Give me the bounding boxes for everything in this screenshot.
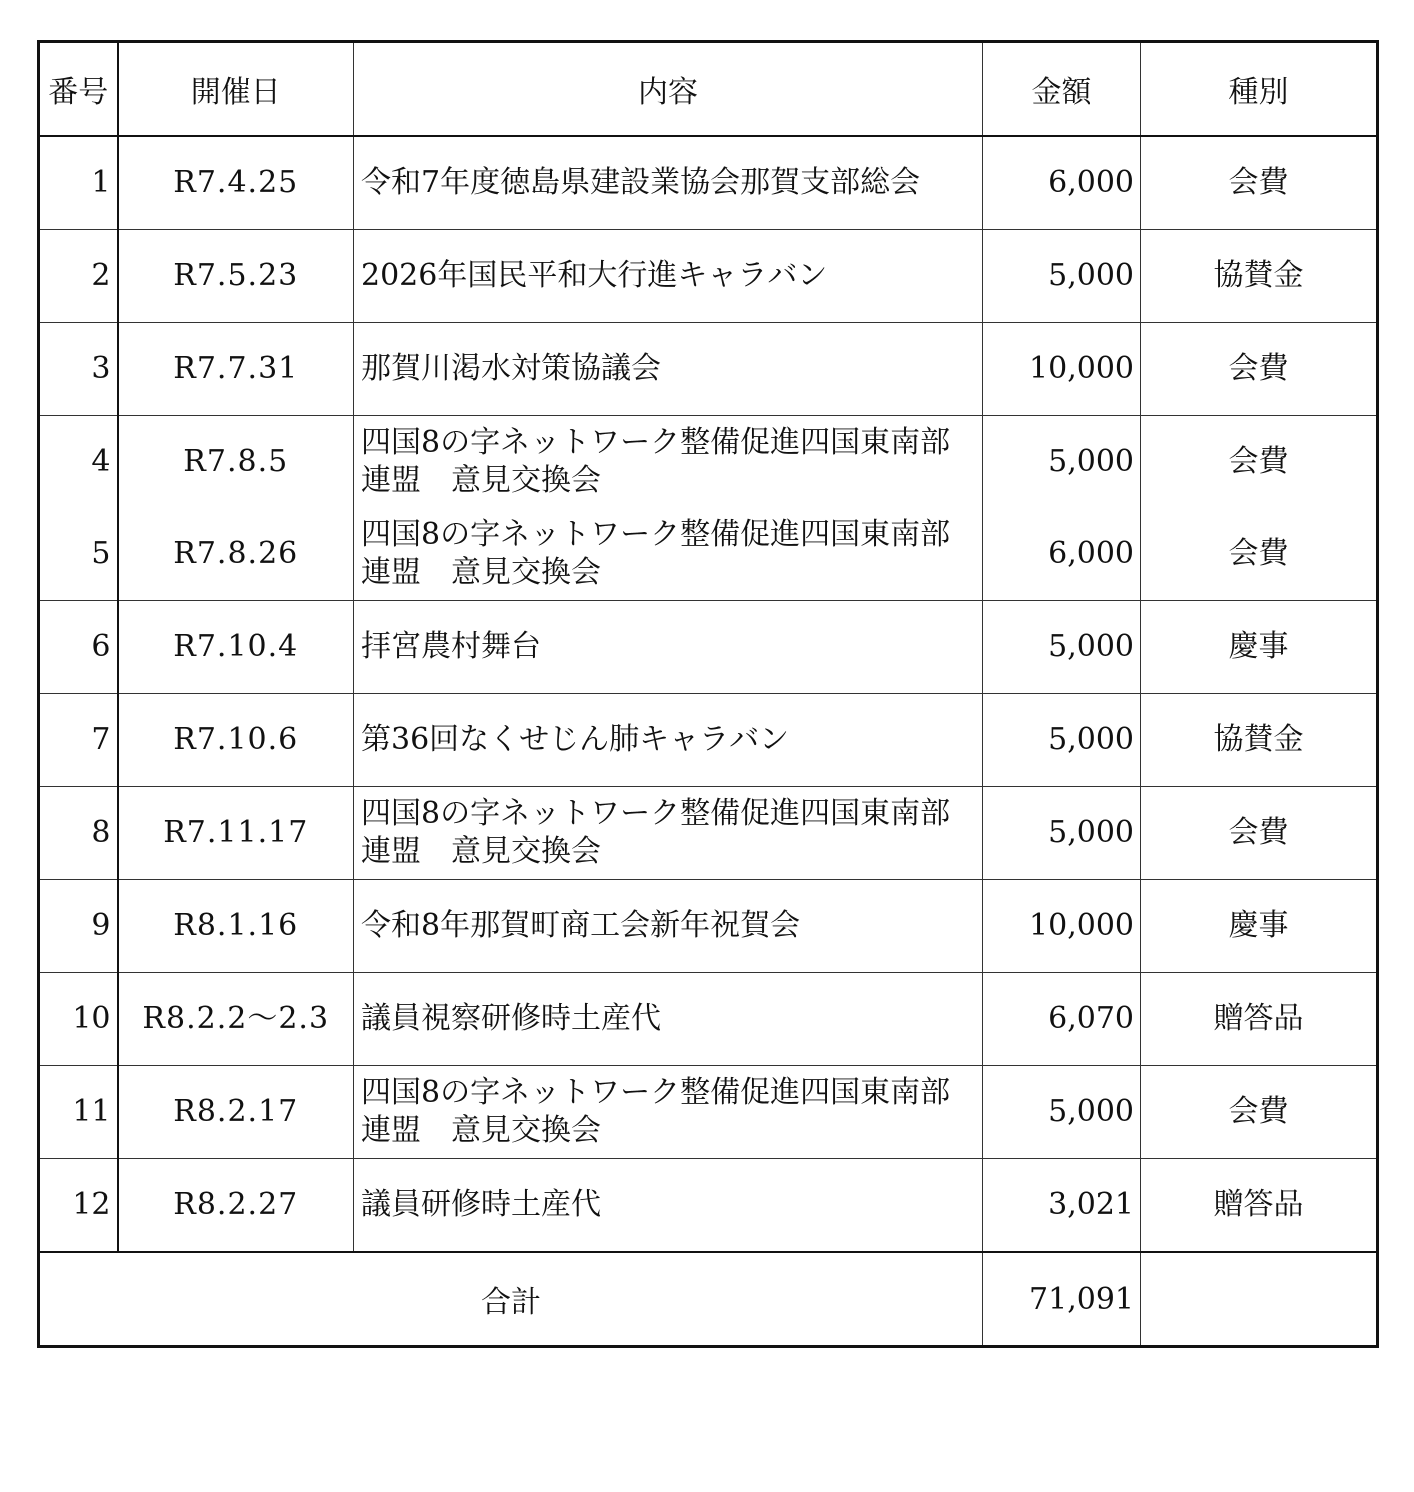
row-amount: 10,000 xyxy=(983,880,1141,973)
row-date: R7.5.23 xyxy=(118,230,354,323)
row-content: 拝宮農村舞台 xyxy=(354,601,983,694)
row-amount: 6,070 xyxy=(983,973,1141,1066)
header-no: 番号 xyxy=(39,42,118,137)
row-content: 2026年国民平和大行進キャラバン xyxy=(354,230,983,323)
row-date: R8.2.17 xyxy=(118,1066,354,1159)
total-row xyxy=(39,1252,1378,1347)
row-type: 会費 xyxy=(1141,787,1378,880)
row-amount: 5,000 xyxy=(983,694,1141,787)
row-type: 会費 xyxy=(1141,416,1378,509)
row-amount: 6,000 xyxy=(983,508,1141,601)
row-date: R7.10.6 xyxy=(118,694,354,787)
table-row xyxy=(39,136,1378,230)
header-type: 種別 xyxy=(1141,42,1378,137)
table-row xyxy=(39,601,1378,694)
row-type: 慶事 xyxy=(1141,880,1378,973)
table-row xyxy=(39,973,1378,1066)
table-row xyxy=(39,230,1378,323)
row-type: 贈答品 xyxy=(1141,973,1378,1066)
row-amount: 5,000 xyxy=(983,416,1141,509)
total-label: 合計 xyxy=(39,1252,983,1347)
table-row xyxy=(39,787,1378,880)
row-amount: 5,000 xyxy=(983,601,1141,694)
row-no: 12 xyxy=(39,1159,118,1253)
row-no: 1 xyxy=(39,136,118,230)
row-date: R7.8.5 xyxy=(118,416,354,509)
row-no: 2 xyxy=(39,230,118,323)
row-content: 令和8年那賀町商工会新年祝賀会 xyxy=(354,880,983,973)
row-no: 11 xyxy=(39,1066,118,1159)
row-content: 議員視察研修時土産代 xyxy=(354,973,983,1066)
row-content: 令和7年度徳島県建設業協会那賀支部総会 xyxy=(354,136,983,230)
row-amount: 10,000 xyxy=(983,323,1141,416)
row-no: 7 xyxy=(39,694,118,787)
table-row xyxy=(39,508,1378,601)
table-row xyxy=(39,1066,1378,1159)
expense-table xyxy=(37,40,1379,1348)
row-type: 会費 xyxy=(1141,323,1378,416)
row-amount: 6,000 xyxy=(983,136,1141,230)
row-type: 会費 xyxy=(1141,136,1378,230)
table-row xyxy=(39,880,1378,973)
table-row xyxy=(39,323,1378,416)
row-date: R7.11.17 xyxy=(118,787,354,880)
row-type: 慶事 xyxy=(1141,601,1378,694)
row-content: 那賀川渇水対策協議会 xyxy=(354,323,983,416)
row-amount: 5,000 xyxy=(983,1066,1141,1159)
table-row xyxy=(39,694,1378,787)
row-no: 5 xyxy=(39,508,118,601)
header-content: 内容 xyxy=(354,42,983,137)
header-row xyxy=(39,42,1378,137)
row-no: 6 xyxy=(39,601,118,694)
row-no: 3 xyxy=(39,323,118,416)
row-no: 10 xyxy=(39,973,118,1066)
row-date: R7.8.26 xyxy=(118,508,354,601)
row-content: 四国8の字ネットワーク整備促進四国東南部連盟 意見交換会 xyxy=(354,787,983,880)
row-no: 9 xyxy=(39,880,118,973)
row-date: R8.2.27 xyxy=(118,1159,354,1253)
row-content: 四国8の字ネットワーク整備促進四国東南部連盟 意見交換会 xyxy=(354,416,983,509)
total-amount: 71,091 xyxy=(983,1252,1141,1347)
row-date: R8.2.2～2.3 xyxy=(118,973,354,1066)
row-amount: 5,000 xyxy=(983,787,1141,880)
row-type: 協賛金 xyxy=(1141,694,1378,787)
row-content: 議員研修時土産代 xyxy=(354,1159,983,1253)
row-no: 8 xyxy=(39,787,118,880)
header-amount: 金額 xyxy=(983,42,1141,137)
row-type: 協賛金 xyxy=(1141,230,1378,323)
table-row xyxy=(39,1159,1378,1253)
header-date: 開催日 xyxy=(118,42,354,137)
row-type: 会費 xyxy=(1141,1066,1378,1159)
row-type: 贈答品 xyxy=(1141,1159,1378,1253)
total-type-empty xyxy=(1141,1252,1378,1347)
row-content: 四国8の字ネットワーク整備促進四国東南部連盟 意見交換会 xyxy=(354,1066,983,1159)
row-date: R8.1.16 xyxy=(118,880,354,973)
row-type: 会費 xyxy=(1141,508,1378,601)
row-date: R7.4.25 xyxy=(118,136,354,230)
row-content: 四国8の字ネットワーク整備促進四国東南部連盟 意見交換会 xyxy=(354,508,983,601)
table-row xyxy=(39,416,1378,509)
row-amount: 5,000 xyxy=(983,230,1141,323)
row-date: R7.10.4 xyxy=(118,601,354,694)
row-content: 第36回なくせじん肺キャラバン xyxy=(354,694,983,787)
row-date: R7.7.31 xyxy=(118,323,354,416)
row-amount: 3,021 xyxy=(983,1159,1141,1253)
row-no: 4 xyxy=(39,416,118,509)
